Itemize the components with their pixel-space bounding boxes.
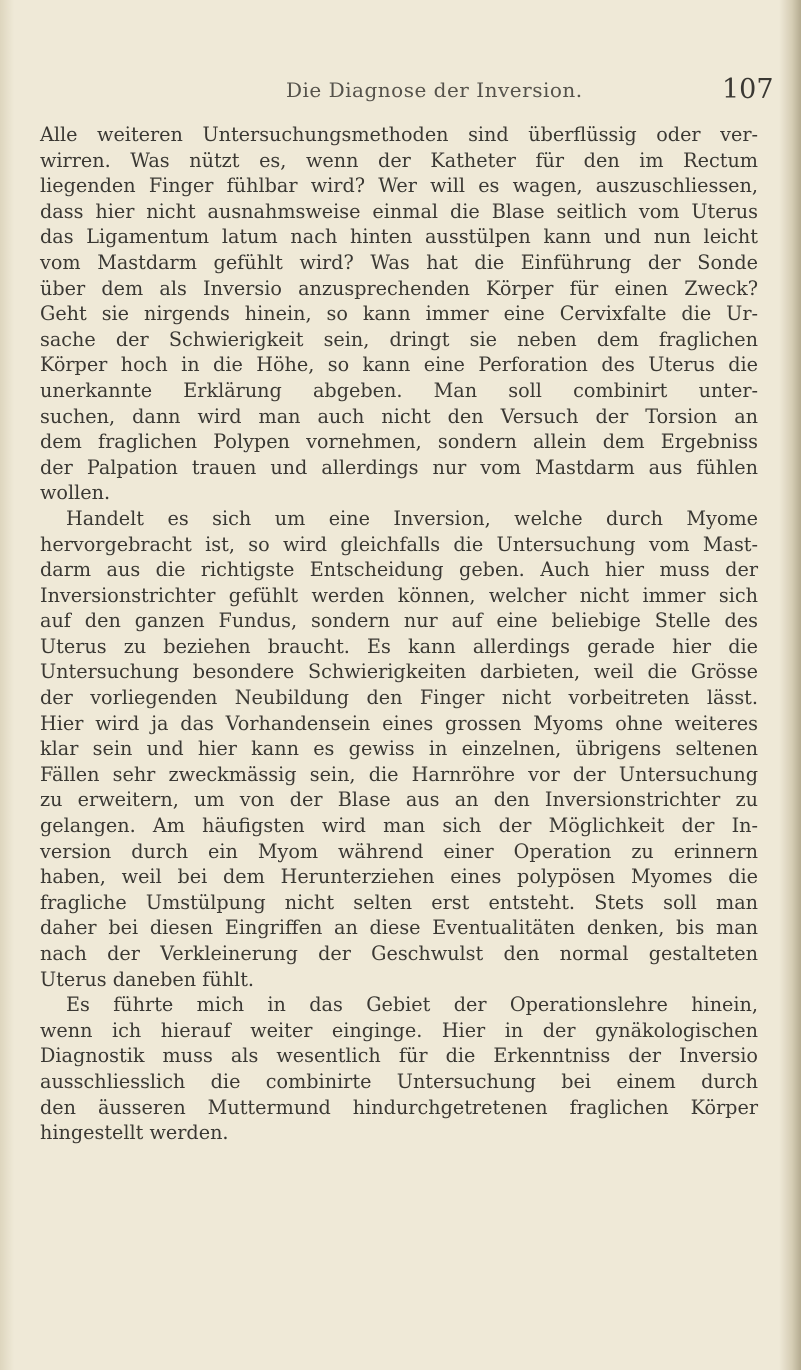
text-line: wirren. Was nützt es, wenn der Katheter für den im Rectum — [40, 148, 758, 172]
text-line: der vorliegenden Neubildung den Finger nicht vorbeitreten lässt. — [40, 686, 758, 710]
text-line: wenn ich hierauf weiter einginge. Hier in der gynäkologischen — [40, 1018, 758, 1042]
text-line: haben, weil bei dem Herunterziehen eines polypösen Myomes die — [40, 865, 758, 889]
text-line: Uterus daneben fühlt. — [40, 967, 255, 991]
text-line: Uterus zu beziehen braucht. Es kann allerdings gerade hier die — [40, 634, 758, 658]
text-line: das Ligamentum latum nach hinten ausstülpen kann und nun leicht — [40, 225, 758, 249]
text-line: unerkannte Erklärung abgeben. Man soll combinirt unter- — [40, 378, 758, 402]
body-text — [40, 122, 758, 1146]
text-line: sache der Schwierigkeit sein, dringt sie neben dem fraglichen — [40, 327, 758, 351]
running-title: Die Diagnose der Inversion. — [286, 78, 583, 102]
text-line: wollen. — [40, 481, 111, 505]
text-line: zu erweitern, um von der Blase aus an den Inversionstrichter zu — [40, 788, 758, 812]
text-line: klar sein und hier kann es gewiss in einzelnen, übrigens seltenen — [40, 737, 758, 761]
text-line: den äusseren Muttermund hindurchgetretenen fraglichen Körper — [40, 1095, 758, 1119]
text-line: daher bei diesen Eingriffen an diese Eventualitäten denken, bis man — [40, 916, 758, 940]
text-line: Körper hoch in die Höhe, so kann eine Perforation des Uterus die — [40, 353, 758, 377]
page-edge-left — [0, 0, 14, 1370]
text-line: Handelt es sich um eine Inversion, welche durch Myome — [66, 506, 758, 530]
text-line: über dem als Inversio anzusprechenden Körper für einen Zweck? — [40, 276, 758, 300]
text-line: Diagnostik muss als wesentlich für die Erkenntniss der Inversio — [40, 1044, 758, 1068]
text-line: hervorgebracht ist, so wird gleichfalls die Untersuchung vom Mast- — [40, 532, 758, 556]
text-line: auf den ganzen Fundus, sondern nur auf eine beliebige Stelle des — [40, 609, 758, 633]
text-line: dass hier nicht ausnahmsweise einmal die Blase seitlich vom Uterus — [40, 199, 758, 223]
text-line: nach der Verkleinerung der Geschwulst den normal gestalteten — [40, 942, 758, 965]
text-line: liegenden Finger fühlbar wird? Wer will es wagen, auszuschliessen, — [40, 174, 758, 198]
running-head — [0, 74, 801, 118]
page-number: 107 — [722, 74, 774, 105]
text-line: Es führte mich in das Gebiet der Operationslehre hinein, — [66, 993, 758, 1017]
text-line: Geht sie nirgends hinein, so kann immer eine Cervixfalte die Ur- — [40, 302, 758, 326]
text-line: vom Mastdarm gefühlt wird? Was hat die Einführung der Sonde — [40, 250, 758, 274]
text-line: darm aus die richtigste Entscheidung geben. Auch hier muss der — [40, 558, 758, 582]
text-line: ausschliesslich die combinirte Untersuchung bei einem durch — [40, 1069, 758, 1093]
text-line: der Palpation trauen und allerdings nur vom Mastdarm aus fühlen — [40, 455, 758, 479]
text-line: version durch ein Myom während einer Operation zu erinnern — [40, 839, 758, 863]
text-line: suchen, dann wird man auch nicht den Versuch der Torsion an — [40, 404, 758, 428]
text-line: hingestellt werden. — [40, 1121, 229, 1145]
text-line: gelangen. Am häufigsten wird man sich der Möglichkeit der In- — [40, 814, 758, 838]
page-edge-right — [779, 0, 801, 1370]
text-line: Untersuchung besondere Schwierigkeiten darbieten, weil die Grösse — [40, 660, 758, 684]
text-line: Alle weiteren Untersuchungsmethoden sind überflüssig oder ver- — [40, 123, 758, 146]
text-line: fragliche Umstülpung nicht selten erst entsteht. Stets soll man — [40, 890, 758, 914]
text-line: Hier wird ja das Vorhandensein eines grossen Myoms ohne weiteres — [40, 711, 758, 735]
text-line: Inversionstrichter gefühlt werden können, welcher nicht immer sich — [40, 583, 758, 607]
text-line: dem fraglichen Polypen vornehmen, sondern allein dem Ergebniss — [40, 430, 758, 454]
text-line: Fällen sehr zweckmässig sein, die Harnröhre vor der Untersuchung — [40, 762, 758, 786]
